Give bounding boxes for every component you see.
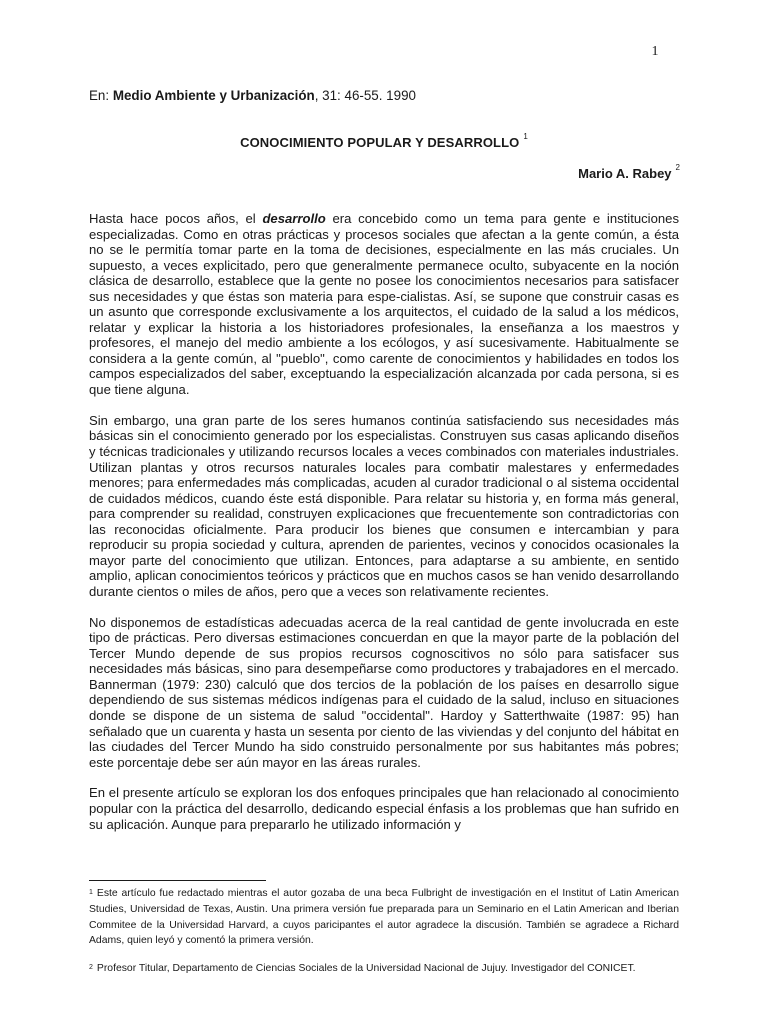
emphasized-term: desarrollo xyxy=(262,211,326,226)
footnotes xyxy=(89,886,679,989)
paragraph: En el presente artículo se exploran los dos enfoques principales que han relacionado al conocimiento popular con la práctica del desarrollo, dedicando especial énfasis a los problemas que han sufrido en su aplicación. Aunque para prepararlo he utilizado información y xyxy=(89,785,679,832)
paragraph: No disponemos de estadísticas adecuadas acerca de la real cantidad de gente involucrada en este tipo de prácticas. Pero diversas estimaciones concuerdan en que la mayor parte de la población del Tercer Mundo depende de sus propios recursos cognoscitivos no sólo para satisfacer sus necesidades más básicas, sino para desempeñarse como productores y trabajadores en el mercado. Bannerman (1979: 230) calculó que dos tercios de la población de los países en desarrollo sigue dependiendo de sus sistemas médicos indígenas para el cuidado de la salud, incluso en situaciones donde se dispone de un sistema de salud "occidental". Hardoy y Satterthwaite (1987: 95) han señalado que un cuarenta y hasta un sesenta por ciento de las viviendas y del conjunto del hábitat en las ciudades del Tercer Mundo ha sido construido personalmente por sus habitantes más pobres; este porcentaje debe ser aún mayor en las áreas rurales. xyxy=(89,614,679,770)
paragraph-text: era concebido como un tema para gente e instituciones especializadas. Como en otras prácticas y procesos sociales que afectan a la gente común, a ésta no se le permitía tomar parte en la toma de decisiones, especialmente en las más cruciales. Un supuesto, a veces explicitado, pero que generalmente permanece oculto, subyacente en la noción clásica de desarrollo, establece que la gente no posee los conocimientos necesarios para satisfacer sus necesidades y que éstas son materia para espe-cialistas. Así, se supone que construir casas es un asunto que corresponde exclusivamente a los arquitectos, el cuidado de la salud a los médicos, relatar y explicar la historia a los historiadores profesionales, la enseñanza a los maestros y profesores, el manejo del medio ambiente a los ecólogos, y así sucesivamente. Habitualmente se considera a la gente común, al "pueblo", como carente de conocimientos y habilidades en todos los campos especializados del saber, exceptuando la especialización alcanzada por cada persona, si es que tiene alguna. xyxy=(89,211,679,398)
paragraph-lead: Hasta hace pocos años, el xyxy=(89,211,263,226)
source-citation xyxy=(89,88,416,104)
title-footnote-mark: 1 xyxy=(523,132,528,141)
author-footnote-mark: 2 xyxy=(675,163,680,172)
source-suffix: , 31: 46-55. 1990 xyxy=(314,88,416,103)
source-prefix: En: xyxy=(89,88,113,103)
paragraph xyxy=(89,211,679,398)
footnote-mark: 2 xyxy=(89,964,93,972)
footnote xyxy=(89,886,679,949)
article-title xyxy=(0,132,768,150)
footnote-text: Profesor Titular, Departamento de Ciencias Sociales de la Universidad Nacional de Jujuy. Investigador del CONICET. xyxy=(96,963,636,975)
paragraph: Sin embargo, una gran parte de los seres humanos continúa satisfaciendo sus necesidades más básicas sin el conocimiento generado por los especialistas. Construyen sus casas aplicando diseños y técnicas tradicionales y utilizando recursos locales a veces combinados con materiales industriales. Utilizan plantas y otros recursos naturales locales para combatir malestares y enfermedades menores; para enfermedades más complicadas, acuden al curador tradicional o al sistema occidental de cuidados médicos, cuando éste está disponible. Para relatar su historia y, en forma más general, para comprender su realidad, construyen explicaciones que frecuentemente son contradictorias con las reconocidas oficialmente. Para producir los bienes que consumen e intercambian y para reproducir su propia sociedad y cultura, aprenden de parientes, vecinos y conocidos ocasionales la mayor parte del conocimiento que utilizan. Entonces, para adaptarse a su ambiente, en sentido amplio, aplican conocimientos teóricos y prácticos que en muchos casos se han venido desarrollando durante cientos o miles de años, pero que a veces son relativamente recientes. xyxy=(89,412,679,599)
source-journal: Medio Ambiente y Urbanización xyxy=(112,88,315,103)
article-body xyxy=(89,211,679,847)
footnote-divider xyxy=(89,880,266,881)
author-line xyxy=(578,163,680,181)
page-number: 1 xyxy=(651,44,659,59)
footnote-text: Este artículo fue redactado mientras el autor gozaba de una beca Fulbright de investigación en el Institut of Latin American Studies, Universidad de Texas, Austin. Una primera versión fue preparada para un Seminario en el Latin American and Iberian Commitee de la Universidad Harvard, a cuyos paricipantes el autor agradece la discusión. También se agradece a Richard Adams, quien leyó y comentó la primera versión. xyxy=(89,888,679,947)
footnote-mark: 1 xyxy=(89,889,93,896)
article-title-text: CONOCIMIENTO POPULAR Y DESARROLLO xyxy=(240,135,520,150)
author-name: Mario A. Rabey xyxy=(578,166,672,181)
footnote xyxy=(89,961,679,977)
